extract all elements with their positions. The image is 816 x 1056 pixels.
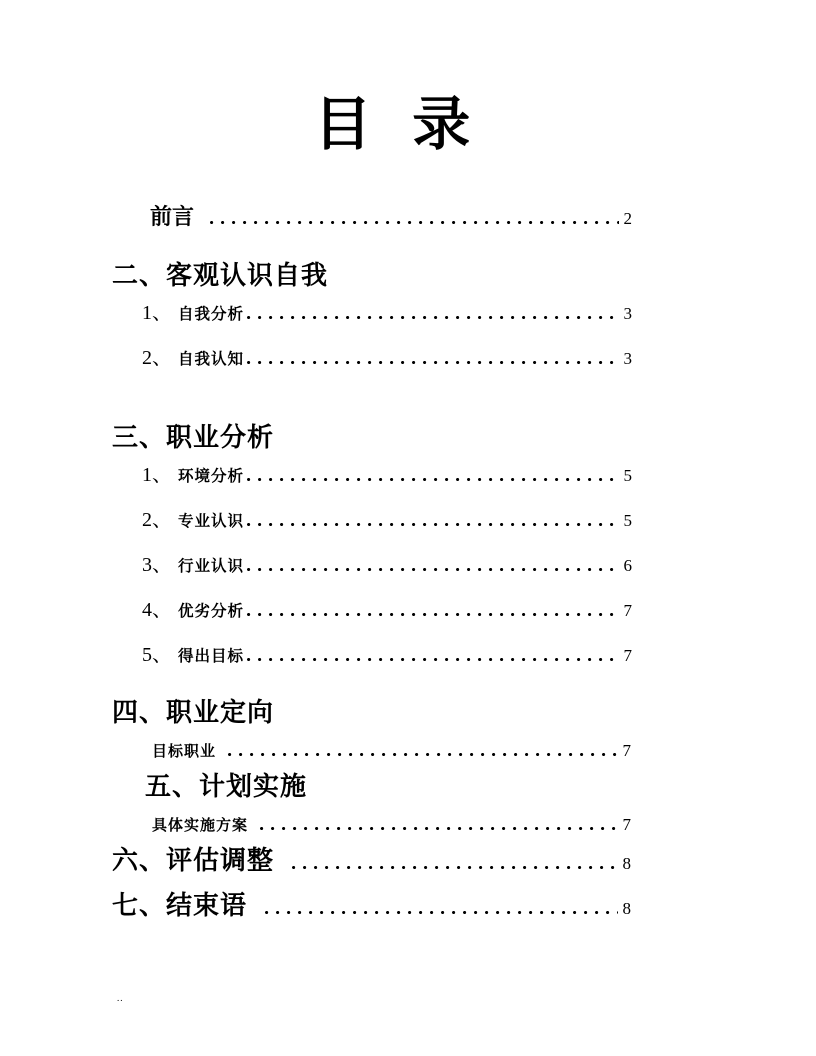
toc-title: 目 录 [313, 92, 471, 157]
entry-label: 五、计划实施 [145, 771, 308, 801]
entry-page-number: 7 [623, 600, 632, 620]
dot-leader [247, 478, 618, 481]
toc-list [0, 202, 816, 927]
toc-entry[interactable] [152, 740, 632, 763]
entry-page-number: 8 [622, 853, 632, 873]
entry-label: 自我分析 [178, 305, 245, 323]
dot-leader [247, 316, 618, 319]
toc-entry[interactable] [142, 344, 632, 374]
entry-label: 具体实施方案 [152, 817, 249, 834]
entry-label: 专业认识 [178, 512, 245, 530]
entry-label: 前言 [150, 203, 195, 229]
toc-entry[interactable] [142, 641, 632, 671]
entry-page-number: 5 [623, 510, 632, 530]
dot-leader [247, 523, 618, 526]
footer-mark: .. [117, 993, 124, 1003]
entry-label: 六、评估调整 [112, 845, 275, 875]
entry-page-number: 8 [622, 898, 632, 918]
dot-leader [228, 753, 617, 756]
entry-label: 二、客观认识自我 [112, 260, 329, 290]
entry-label: 七、结束语 [112, 890, 248, 920]
entry-label: 自我认知 [178, 350, 245, 368]
entry-label: 目标职业 [152, 743, 217, 760]
entry-page-number: 7 [622, 740, 632, 760]
dot-leader [247, 361, 618, 364]
toc-entry[interactable] [112, 695, 632, 731]
dot-leader [247, 658, 618, 661]
entry-page-number: 7 [623, 645, 632, 665]
toc-entry[interactable] [112, 888, 632, 927]
entry-number: 5、 [142, 643, 172, 666]
dot-leader [292, 866, 617, 869]
dot-leader [260, 827, 617, 830]
entry-label: 环境分析 [178, 467, 245, 485]
entry-number: 1、 [142, 301, 172, 324]
dot-leader [247, 613, 618, 616]
entry-label: 行业认识 [178, 557, 245, 575]
entry-number: 3、 [142, 553, 172, 576]
toc-entry[interactable] [145, 769, 632, 805]
toc-entry[interactable] [112, 420, 632, 456]
entry-label: 三、职业分析 [112, 422, 275, 452]
entry-label: 优劣分析 [178, 602, 245, 620]
entry-page-number: 6 [623, 555, 632, 575]
entry-label: 得出目标 [178, 647, 245, 665]
entry-number: 4、 [142, 598, 172, 621]
toc-entry[interactable] [150, 202, 632, 234]
toc-entry[interactable] [142, 461, 632, 491]
toc-entry[interactable] [152, 814, 632, 837]
toc-entry[interactable] [142, 506, 632, 536]
toc-entry[interactable] [142, 551, 632, 581]
entry-number: 2、 [142, 346, 172, 369]
entry-page-number: 7 [622, 814, 632, 834]
entry-number: 1、 [142, 463, 172, 486]
entry-page-number: 5 [623, 465, 632, 485]
dot-leader [247, 568, 618, 571]
entry-page-number: 3 [623, 348, 632, 368]
toc-entry[interactable] [142, 299, 632, 329]
toc-entry[interactable] [142, 596, 632, 626]
toc-entry[interactable] [112, 258, 632, 294]
entry-label: 四、职业定向 [112, 697, 275, 727]
entry-number: 2、 [142, 508, 172, 531]
entry-page-number: 2 [623, 208, 632, 228]
dot-leader [265, 911, 617, 914]
toc-entry[interactable] [112, 843, 632, 882]
dot-leader [210, 221, 618, 224]
entry-page-number: 3 [623, 303, 632, 323]
